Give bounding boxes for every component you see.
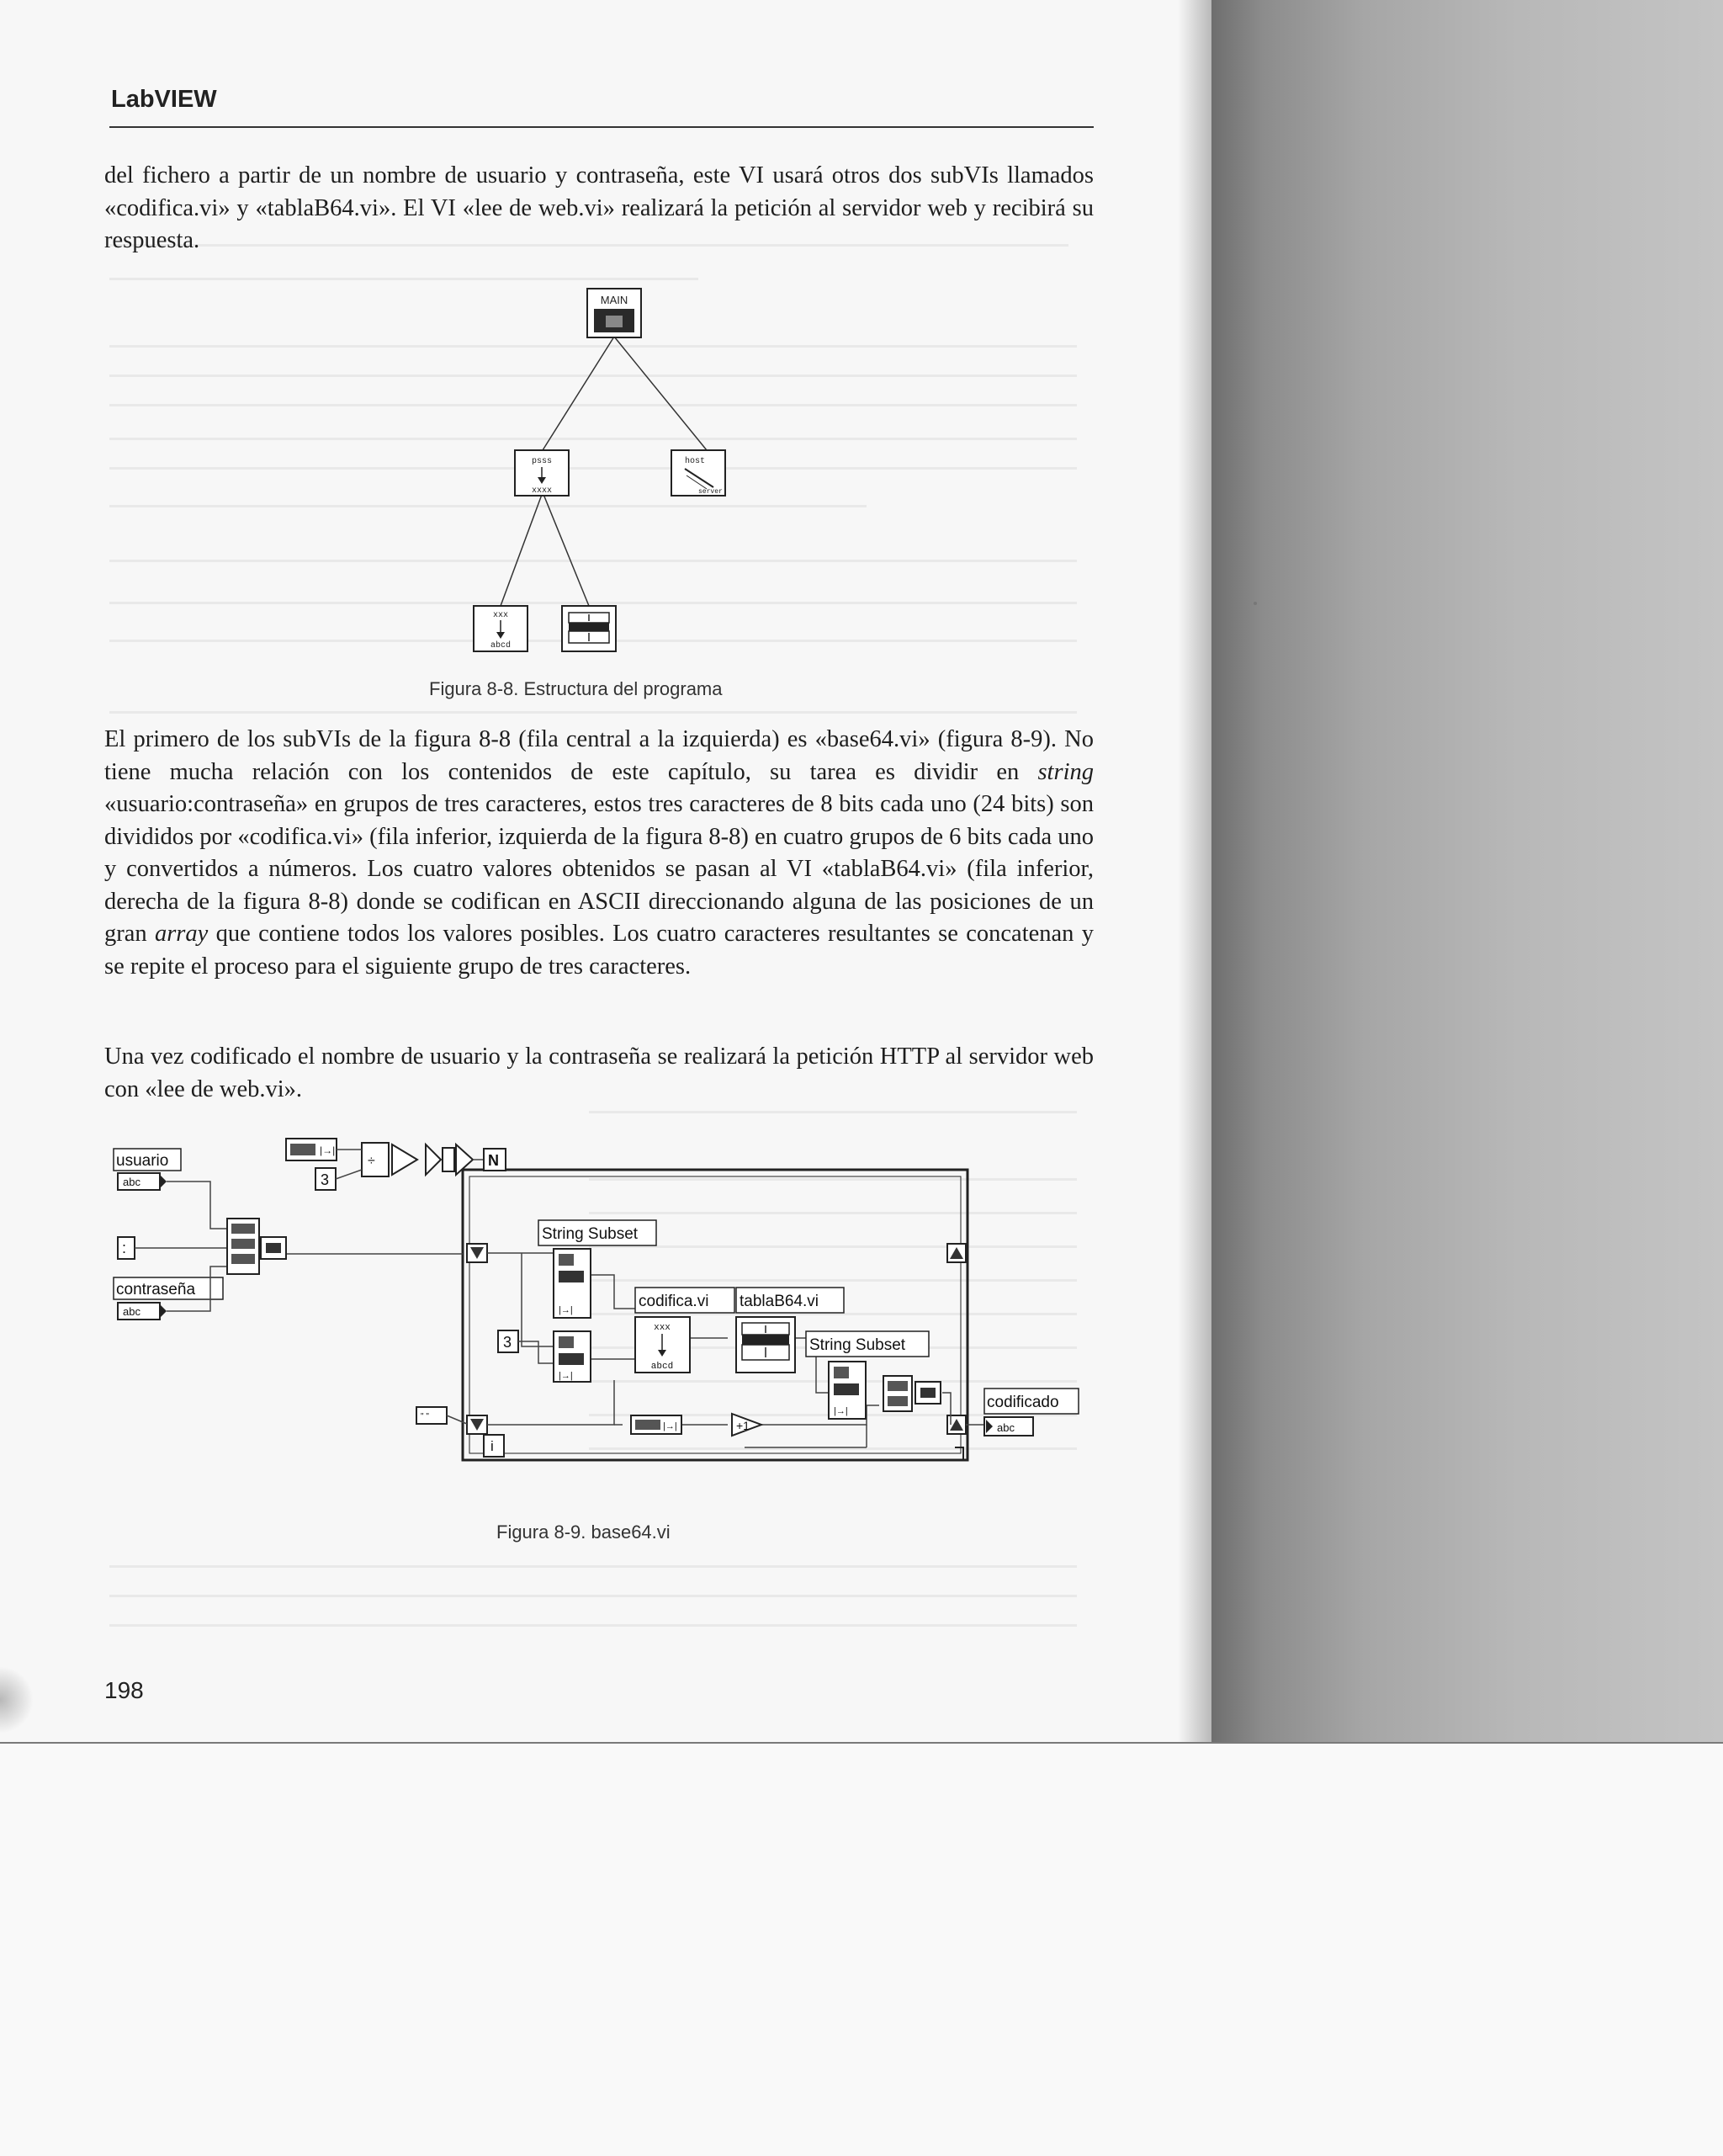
main-label: MAIN xyxy=(600,294,628,306)
paragraph-part: «usuario:contraseña» en grupos de tres caracteres, estos tres caracteres de 8 bits cada uno (24 bits) son divididos por «codifica.vi» (fila inferior, izquierda de la figura 8-8) en cuatro grupos de 6 bits cada uno y convertidos a números. Los cuatro valores obtenidos se pasan al VI «tablaB64.vi» (fila inferior, derecha de la figura 8-8) donde se codifican en ASCII direccionando alguna de las posiciones de un gran xyxy=(104,791,1094,947)
main-vi-node xyxy=(587,289,641,337)
emphasis-array: array xyxy=(154,921,209,947)
tablab64-label: tablaB64.vi xyxy=(740,1293,819,1310)
n-text: N xyxy=(488,1152,499,1169)
paragraph: del fichero a partir de un nombre de usuario y contraseña, este VI usará otros dos subVIs llamados «codifica.vi» y «tablaB64.vi». El VI «lee de web.vi» realizará la petición al servidor web y recibirá su respuesta. xyxy=(104,162,1094,253)
loop-count-terminal xyxy=(484,1149,506,1171)
codifica-vi-node xyxy=(635,1288,734,1373)
concatenate-strings-node xyxy=(227,1219,286,1274)
figure-8-9 xyxy=(109,1136,1102,1498)
scanner-bed xyxy=(0,1742,1723,2156)
paragraph xyxy=(104,724,1094,983)
figure-8-8 xyxy=(471,282,740,652)
node-text: xxx xyxy=(654,1323,671,1333)
codifica-vi-node xyxy=(474,606,528,651)
usuario-control xyxy=(114,1149,181,1190)
colon-text: : xyxy=(122,1240,127,1256)
node-text: server xyxy=(698,488,723,496)
divide-quotient-node xyxy=(362,1143,473,1176)
length-arrow-icon: |→| xyxy=(559,1371,573,1381)
node-text: abcd xyxy=(650,1362,674,1372)
const-text: 3 xyxy=(503,1334,512,1351)
empty-string-constant xyxy=(416,1407,447,1424)
node-text: psss xyxy=(531,457,553,466)
length-arrow-icon: |→| xyxy=(663,1421,677,1431)
dust-dot xyxy=(1254,602,1257,605)
for-loop-frame xyxy=(463,1170,968,1460)
concatenate-strings-inner xyxy=(883,1376,941,1411)
tablab64-vi-node xyxy=(736,1288,844,1373)
node-text: abcd xyxy=(490,641,512,651)
contrasena-label: contraseña xyxy=(116,1281,196,1298)
connector-line xyxy=(543,337,614,450)
plus-one-icon: +1 xyxy=(736,1419,750,1432)
string-subset-label: String Subset xyxy=(809,1336,906,1354)
quote-icon: " " xyxy=(421,1412,429,1421)
page-number: 198 xyxy=(104,1677,144,1703)
abc-label: abc xyxy=(123,1305,140,1318)
divide-icon: ÷ xyxy=(368,1154,375,1168)
codificado-label: codificado xyxy=(987,1394,1059,1411)
figure-caption: Figura 8-8. Estructura del programa xyxy=(429,678,723,699)
base64-vi-node xyxy=(515,450,569,496)
facing-page-shadow xyxy=(1211,0,1723,1742)
string-subset-label: String Subset xyxy=(542,1225,639,1243)
abc-label: abc xyxy=(123,1176,140,1188)
codificado-indicator xyxy=(984,1389,1079,1436)
connector-line xyxy=(501,492,543,606)
paragraph-part: El primero de los subVIs de la figura 8-8 (fila central a la izquierda) es «base64.vi» (figura 8-9). No tiene mucha relación con los contenidos de este capítulo, su tarea es dividir en xyxy=(104,726,1094,785)
shift-register-left xyxy=(467,1244,487,1434)
paragraph: Una vez codificado el nombre de usuario y la contraseña se realizará la petición HTTP al servidor web con «lee de web.vi». xyxy=(104,1043,1094,1102)
colon-constant xyxy=(118,1237,135,1259)
figure-caption: Figura 8-9. base64.vi xyxy=(496,1521,671,1543)
paragraph-part: que contiene todos los valores posibles. Los cuatro caracteres resultantes se concatenan y se repite el proceso para el siguiente grupo de tres caracteres. xyxy=(104,921,1094,980)
web-vi-node xyxy=(671,450,725,496)
string-length-node xyxy=(286,1139,337,1160)
figure-8-9-block-diagram xyxy=(109,1136,1102,1498)
iteration-terminal xyxy=(484,1435,504,1457)
string-subset-node-inner xyxy=(554,1331,591,1382)
tablab64-vi-node xyxy=(562,606,616,651)
contrasena-control xyxy=(114,1277,223,1320)
node-text: host xyxy=(685,457,706,466)
node-text: xxxx xyxy=(531,486,553,496)
i-text: i xyxy=(490,1438,494,1454)
abc-label: abc xyxy=(997,1421,1015,1434)
running-head-title: LabVIEW xyxy=(111,86,217,113)
running-head xyxy=(109,84,1094,128)
length-arrow-icon: |→| xyxy=(559,1305,573,1315)
length-arrow-icon: |→| xyxy=(320,1144,336,1156)
usuario-label: usuario xyxy=(116,1152,169,1170)
length-arrow-icon: |→| xyxy=(834,1406,848,1416)
const-text: 3 xyxy=(321,1171,330,1188)
const-3a xyxy=(315,1168,336,1190)
emphasis-string: string xyxy=(1037,758,1094,785)
codifica-label: codifica.vi xyxy=(639,1293,709,1310)
connector-line xyxy=(614,337,707,450)
node-text: xxx xyxy=(492,611,509,620)
connector-line xyxy=(543,492,589,606)
const-3b xyxy=(498,1330,518,1352)
string-length-bottom xyxy=(631,1415,681,1434)
figure-8-8-diagram xyxy=(471,282,740,652)
